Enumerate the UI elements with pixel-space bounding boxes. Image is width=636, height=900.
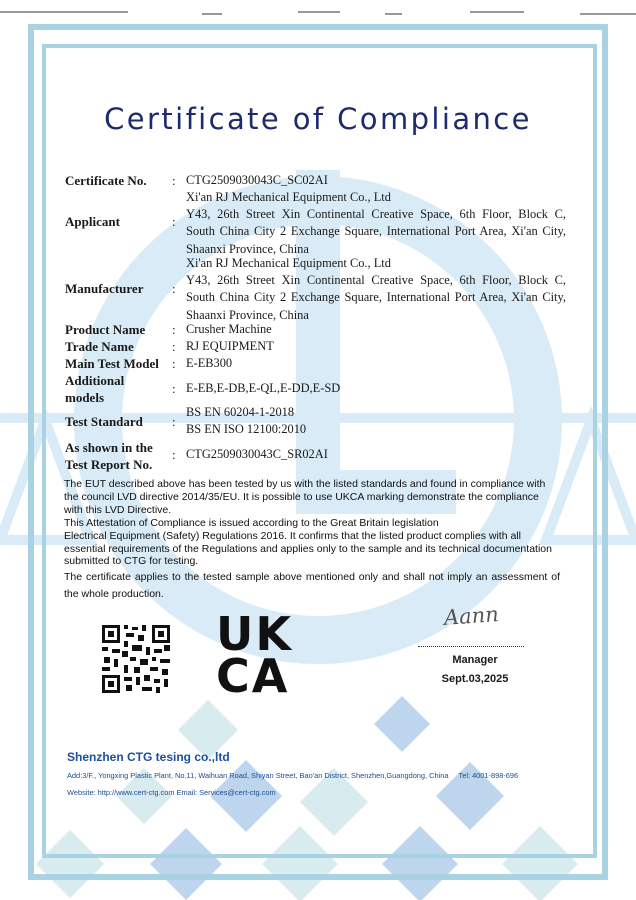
certificate-no-value: CTG2509030043C_SC02AI — [186, 173, 328, 187]
additional-models-value: E-EB,E-DB,E-QL,E-DD,E-SD — [186, 381, 341, 395]
colon: : — [172, 414, 176, 429]
ukca-mark-row: UK — [216, 607, 293, 661]
applicant-address-line: South China City 2 Exchange Square, International Port Area, Xi'an City, — [186, 224, 566, 239]
colon: : — [172, 447, 176, 462]
test-report-label-line: As shown in the — [65, 440, 153, 455]
applicant-label: Applicant — [65, 214, 120, 229]
additional-models-label-line: models — [65, 390, 104, 405]
trade-name-label: Trade Name — [65, 339, 134, 354]
colon: : — [172, 339, 176, 354]
issuer-address-text: Add:3/F., Yongxing Plastic Plant, No.11, Waihuan Road, Shiyan Street, Bao'an District, Shenzhen,Guangdong, China — [67, 771, 449, 780]
additional-models-label-line: Additional — [65, 373, 125, 388]
statement-paragraph: Electrical Equipment (Safety) Regulations 2016. It confirms that the listed product complies with all essential requirements of the Regulations and applies only to the sample and its technical documentation submitted to CTG for testing. — [64, 529, 552, 568]
test-report-value: CTG2509030043C_SR02AI — [186, 447, 328, 461]
colon: : — [172, 214, 176, 229]
test-report-label-line: Test Report No. — [65, 457, 153, 472]
trade-name-value: RJ EQUIPMENT — [186, 339, 274, 353]
manufacturer-value — [186, 255, 566, 324]
colon: : — [172, 381, 176, 396]
manufacturer-address-line: South China City 2 Exchange Square, International Port Area, Xi'an City, — [186, 290, 566, 305]
test-report-label — [65, 440, 153, 472]
test-standard-item: BS EN ISO 12100:2010 — [186, 422, 307, 437]
statement-paragraph: This Attestation of Compliance is issued according to the Great Britain legislation — [64, 516, 439, 529]
product-name-value: Crusher Machine — [186, 322, 272, 336]
issuer-address — [67, 771, 572, 780]
main-test-model-label: Main Test Model — [65, 356, 159, 371]
qr-code — [100, 623, 172, 695]
certificate-title: Certificate of Compliance — [104, 102, 532, 136]
diamond-pattern — [36, 696, 578, 900]
applicant-address-line: Y43, 26th Street Xin Continental Creative Space, 6th Floor, Block C, — [186, 207, 566, 222]
manufacturer-address-line: Y43, 26th Street Xin Continental Creative Space, 6th Floor, Block C, — [186, 273, 566, 288]
certificate-no-label: Certificate No. — [65, 173, 147, 188]
applicant-name: Xi'an RJ Mechanical Equipment Co., Ltd — [186, 190, 391, 204]
applicant-address-line: Shaanxi Province, China — [186, 241, 309, 256]
ukca-mark-row: CA — [216, 649, 290, 703]
handwritten-signature: Aann — [443, 602, 500, 630]
issuer-website-email: Website: http://www.cert-ctg.com Email: Services@cert-ctg.com — [67, 788, 276, 797]
manufacturer-address-line: Shaanxi Province, China — [186, 307, 309, 322]
statement-paragraph: The EUT described above has been tested by us with the listed standards and found in compliance with the council LVD directive 2014/35/EU. It is possible to use UKCA marking demonstrate the compliance with this LVD Directive. — [64, 478, 546, 516]
main-test-model-value: E-EB300 — [186, 356, 233, 370]
manufacturer-name: Xi'an RJ Mechanical Equipment Co., Ltd — [186, 256, 391, 270]
scope-statement: The certificate applies to the tested sample above mentioned only and shall not imply an assessment of the whole production. — [64, 571, 560, 600]
issuer-company-name: Shenzhen CTG tesing co.,ltd — [67, 750, 230, 764]
ukca-mark — [216, 607, 306, 703]
colon: : — [172, 281, 176, 296]
compliance-statement — [64, 478, 560, 568]
signature-date: Sept.03,2025 — [441, 673, 509, 685]
colon: : — [172, 173, 176, 188]
test-standard-value — [186, 404, 566, 438]
additional-models-label — [65, 373, 124, 405]
signatory-role: Manager — [452, 654, 498, 666]
signature-line — [418, 646, 524, 647]
colon: : — [172, 356, 176, 371]
product-name-label: Product Name — [65, 322, 146, 337]
issuer-telephone: Tel: 4001-898-696 — [458, 771, 519, 780]
top-edge-marks — [0, 12, 636, 14]
test-standard-label: Test Standard — [65, 414, 143, 429]
test-standard-item: BS EN 60204-1-2018 — [186, 405, 295, 419]
applicant-value — [186, 189, 566, 258]
colon: : — [172, 322, 176, 337]
manufacturer-label: Manufacturer — [65, 281, 144, 296]
